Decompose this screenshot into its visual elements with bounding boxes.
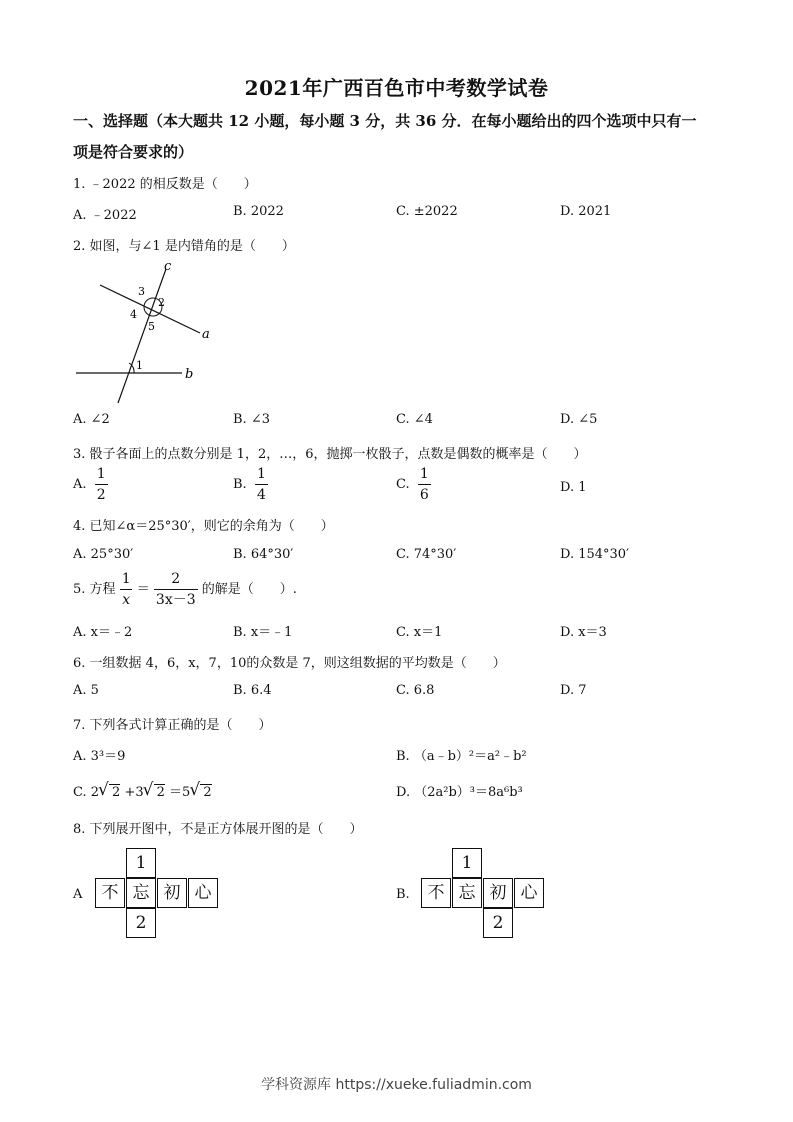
page-title: 2021年广西百色市中考数学试卷: [244, 76, 549, 100]
sqrt: √ 2: [154, 784, 165, 801]
fraction-left: $\frac{1}{x}$: [121, 571, 131, 608]
label-4: 4: [130, 308, 137, 321]
q1-option-c: C. ±2022: [396, 204, 458, 219]
q1-stem: 1. ﹣2022 的相反数是（ ）: [73, 177, 257, 192]
fraction: $\frac{1}{6}$: [419, 466, 429, 503]
fraction: $\frac{1}{4}$: [256, 466, 266, 503]
net-cell: 忘: [126, 878, 156, 908]
fraction-right: $\frac{2}{3x-3}$: [155, 571, 196, 608]
label-b: b: [185, 367, 194, 382]
q5-option-b: B. x＝﹣1: [233, 625, 293, 640]
q8-net-a: [95, 848, 220, 940]
q7-stem: 7. 下列各式计算正确的是（ ）: [73, 718, 272, 733]
q7-option-b: B. （a﹣b）²＝a²﹣b²: [396, 749, 527, 764]
section-heading-line2: 项是符合要求的）: [73, 143, 194, 161]
q5-option-d: D. x＝3: [560, 625, 607, 640]
label-c: c: [164, 259, 172, 274]
q5-stem: 5. 方程 $\frac{1}{x}$ ＝ $\frac{2}{3x-3}$ 的解是（ ）.: [73, 571, 297, 608]
label-5: 5: [148, 320, 155, 333]
q7-option-c: C. 2√ 2 +3√ 2 ＝5√ 2: [73, 781, 212, 801]
sqrt: √ 2: [109, 784, 120, 801]
q7-option-d: D. （2a²b）³＝8a⁶b³: [396, 785, 523, 800]
q1-option-a: A. ﹣2022: [73, 208, 137, 223]
q2-option-d: D. ∠5: [560, 412, 598, 427]
label-a: a: [202, 327, 210, 342]
q6-stem: 6. 一组数据 4，6，x，7，10的众数是 7，则这组数据的平均数是（ ）: [73, 656, 506, 671]
q6-option-c: C. 6.8: [396, 683, 435, 698]
q4-option-a: A. 25°30′: [73, 547, 134, 562]
q8-net-b: [421, 848, 546, 940]
net-cell: 不: [95, 878, 125, 908]
q5-option-c: C. x＝1: [396, 625, 443, 640]
net-cell: 2: [483, 908, 513, 938]
net-cell: 初: [483, 878, 513, 908]
q2-angle-figure: [70, 255, 230, 405]
q7-option-a: A. 3³＝9: [73, 749, 126, 764]
label-2: 2: [158, 296, 165, 309]
q4-option-b: B. 64°30′: [233, 547, 294, 562]
net-cell: 心: [188, 878, 218, 908]
sqrt: √ 2: [200, 784, 211, 801]
fraction: $\frac{1}{2}$: [96, 466, 106, 503]
section-heading-line1: 一、选择题（本大题共 12 小题，每小题 3 分，共 36 分．在每小题给出的四个选项中只有一: [73, 112, 697, 130]
net-cell: 忘: [452, 878, 482, 908]
q3-option-c: C. $\frac{1}{6}$: [396, 466, 429, 503]
q2-option-a: A. ∠2: [73, 412, 110, 427]
q6-option-b: B. 6.4: [233, 683, 272, 698]
q4-option-c: C. 74°30′: [396, 547, 457, 562]
q6-option-a: A. 5: [73, 683, 99, 698]
net-cell: 2: [126, 908, 156, 938]
net-cell: 1: [452, 848, 482, 878]
net-cell: 1: [126, 848, 156, 878]
q3-stem: 3. 骰子各面上的点数分别是 1，2，…，6，抛掷一枚骰子，点数是偶数的概率是（ ）: [73, 447, 587, 462]
net-cell: 不: [421, 878, 451, 908]
q2-option-c: C. ∠4: [396, 412, 433, 427]
footer-watermark[interactable]: 学科资源库 https://xueke.fuliadmin.com: [261, 1077, 532, 1093]
q2-stem: 2. 如图，与∠1 是内错角的是（ ）: [73, 239, 295, 254]
q3-option-a: A. $\frac{1}{2}$: [73, 466, 106, 503]
net-cell: 初: [157, 878, 187, 908]
label-3: 3: [138, 285, 145, 298]
q8-stem: 8. 下列展开图中，不是正方体展开图的是（ ）: [73, 822, 363, 837]
q2-option-b: B. ∠3: [233, 412, 270, 427]
q1-option-d: D. 2021: [560, 204, 612, 219]
label-1: 1: [136, 359, 143, 372]
q5-option-a: A. x＝﹣2: [73, 625, 133, 640]
q8-option-a-label: A: [73, 887, 83, 902]
q1-option-b: B. 2022: [233, 204, 284, 219]
q4-option-d: D. 154°30′: [560, 547, 630, 562]
q6-option-d: D. 7: [560, 683, 587, 698]
q3-option-d: D. 1: [560, 480, 587, 495]
q4-stem: 4. 已知∠α＝25°30′，则它的余角为（ ）: [73, 519, 334, 534]
net-cell: 心: [514, 878, 544, 908]
q3-option-b: B. $\frac{1}{4}$: [233, 466, 266, 503]
q8-option-b-label: B.: [396, 887, 410, 902]
